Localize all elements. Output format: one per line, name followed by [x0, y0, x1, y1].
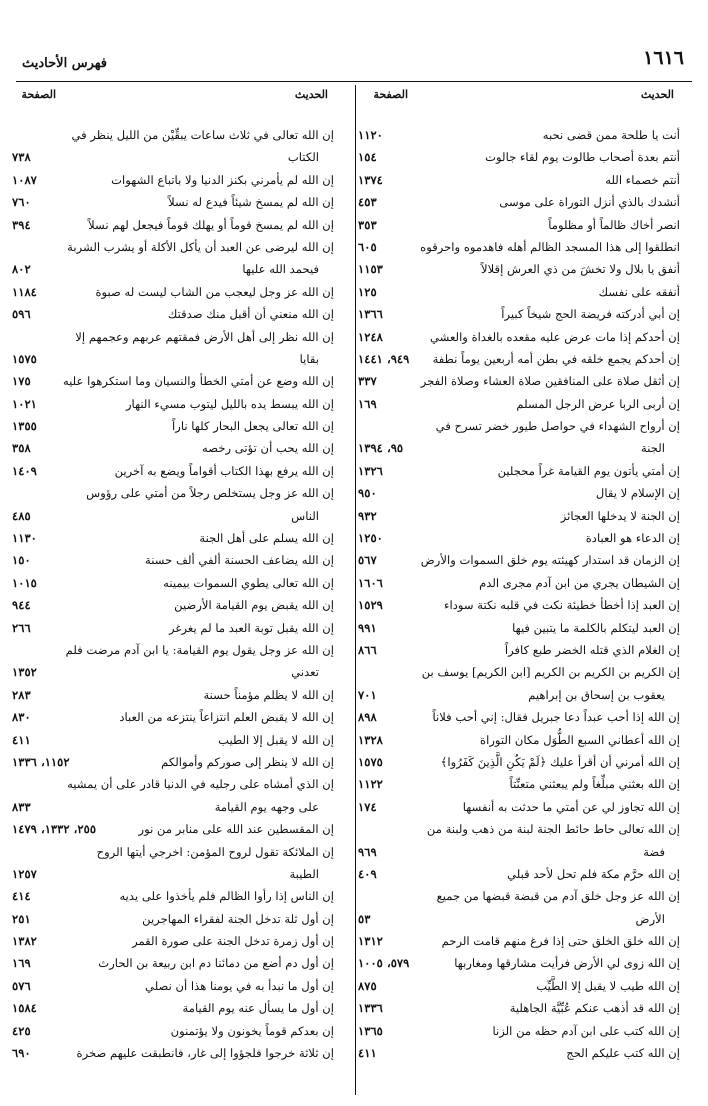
page-ref: ١٣٦٦ — [358, 307, 383, 322]
page-ref: ٨٦٦ — [358, 642, 377, 657]
page-ref: ١٣٢٨ — [358, 732, 383, 747]
page-ref: ٦٠٥ — [358, 239, 377, 254]
index-entry — [358, 1020, 680, 1042]
page-ref: ٢٦٦ — [12, 620, 31, 635]
hadith-text: إن الله يقبض يوم القيامة الأرضين — [174, 598, 334, 613]
hadith-text: إن الله يرفع بهذا الكتاب أقواماً ويضع به آخرين — [114, 463, 334, 478]
page-ref: ١١٥٣ — [358, 262, 383, 277]
hadith-text: بقايا — [299, 351, 319, 366]
page-ref: ١٣٦٥ — [358, 1023, 383, 1038]
hadith-text: أنتم بعدة أصحاب طالوت يوم لقاء جالوت — [485, 150, 680, 165]
hadith-text: أنتم خصماء الله — [605, 172, 680, 187]
hadith-text: إن الزمان قد استدار كهيئته يوم خلق السموات والأرض — [420, 553, 680, 568]
hadith-text: إن الغلام الذي قتله الخضر طبع كافراً — [504, 642, 680, 657]
page-ref: ١٢٤٨ — [358, 329, 383, 344]
page-ref: ١٥٧٥ — [12, 351, 37, 366]
index-entry — [358, 393, 680, 415]
page-ref: ١١٥٢، ١٣٣٦ — [12, 754, 70, 769]
page-ref: ١١٣٠ — [12, 531, 37, 546]
hadith-text: انطلقوا إلى هذا المسجد الظالم أهله فاهدموه واحرقوه — [420, 239, 680, 254]
index-entry — [12, 729, 334, 751]
hadith-text: انصر أخاك ظالماً أو مظلوماً — [548, 217, 680, 232]
index-entry — [358, 818, 680, 840]
index-entry — [12, 661, 334, 683]
index-entry — [358, 863, 680, 885]
index-entry — [12, 1042, 334, 1064]
right-col-hadith-heading: الحديث — [640, 88, 674, 101]
hadith-text: إن الله تعالى في ثلاث ساعات يبقِّيْن من الليل ينظر في — [71, 128, 334, 142]
hadith-text: إن الله تجاوز لي عن أمتي ما حدثت به أنفسها — [462, 799, 680, 814]
index-entry — [12, 997, 334, 1019]
page-ref: ٤٥٣ — [358, 195, 377, 210]
page-ref: ٤٢٥ — [12, 1023, 31, 1038]
hadith-text: أنت يا طلحة ممن قضى نحبه — [542, 128, 680, 142]
page-ref: ١٣٢٦ — [358, 463, 383, 478]
page-ref: ١٣٥٥ — [12, 419, 37, 434]
index-entry — [12, 549, 334, 571]
hadith-text: فضة — [643, 844, 665, 859]
index-entry — [358, 236, 680, 258]
hadith-text: إن الله يسلم على أهل الجنة — [199, 531, 334, 546]
page-ref: ١٠٨٧ — [12, 172, 37, 187]
hadith-text: إن الله كتب على ابن آدم حظه من الزنا — [492, 1023, 680, 1038]
page-ref: ١٥٧٥ — [358, 754, 383, 769]
index-entry — [12, 751, 334, 773]
hadith-text: إن الله لم يأمرني بكنز الدنيا ولا باتباع الشهوات — [111, 172, 334, 187]
hadith-text: الأرض — [635, 911, 665, 926]
hadith-text: إن أحدكم إذا مات عرض عليه مقعده بالغداة والعشي — [429, 329, 680, 344]
page-ref: ٥٣ — [358, 911, 371, 926]
index-entry — [12, 572, 334, 594]
index-entry — [358, 258, 680, 280]
index-entry — [12, 124, 334, 146]
page-ref: ١٥٨٤ — [12, 1001, 37, 1016]
hadith-text: إن بعدكم قوماً يخونون ولا يؤتمنون — [170, 1023, 334, 1038]
page-ref: ٩٣٢ — [358, 508, 377, 523]
hadith-text: إن الله منعني أن أقبل منك صدقتك — [167, 307, 334, 322]
left-col-page-heading: الصفحة — [21, 88, 56, 101]
index-entry — [358, 549, 680, 571]
page-ref: ١١٨٤ — [12, 284, 37, 299]
page-ref: ١١٢٠ — [358, 128, 383, 142]
page-number: ١٦١٦ — [643, 47, 684, 69]
page-ref: ١٠١٥ — [12, 575, 37, 590]
page-ref: ٥٦٧ — [358, 553, 377, 568]
index-entry — [12, 930, 334, 952]
hadith-text: إن العبد إذا أخطأ خطيئة نكت في قلبه نكتة سوداء — [444, 598, 680, 613]
hadith-text: أنفقه على نفسك — [598, 284, 680, 299]
hadith-text: إن أحدكم يجمع خلقه في بطن أمه أربعين يوماً نطفة — [432, 351, 680, 366]
index-entry — [358, 572, 680, 594]
index-entry — [358, 303, 680, 325]
page-ref: ٤٠٩ — [358, 866, 377, 881]
page-ref: ٨٧٥ — [358, 978, 377, 993]
index-entry — [358, 326, 680, 348]
hadith-text: إن الله نظر إلى أهل الأرض فمقتهم عربهم وعجمهم إلا — [75, 329, 334, 344]
hadith-text: إن الناس إذا رأوا الظالم فلم يأخذوا على يديه — [119, 889, 334, 904]
index-entry — [358, 169, 680, 191]
index-entry — [12, 594, 334, 616]
hadith-text: إن الله كتب عليكم الحج — [566, 1046, 680, 1061]
hadith-text: الكتاب — [287, 150, 319, 165]
page-ref: ٤١١ — [12, 732, 31, 747]
index-entry — [358, 1042, 680, 1064]
page-ref: ١٦٠٦ — [358, 575, 383, 590]
index-entry — [358, 214, 680, 236]
hadith-text: إن أول زمرة تدخل الجنة على صورة القمر — [132, 934, 334, 949]
page-ref: ٤٨٥ — [12, 508, 31, 523]
left-column — [12, 124, 334, 1064]
page-ref: ٣٩٤ — [12, 217, 31, 232]
hadith-text: إن أول ثلة تدخل الجنة لفقراء المهاجرين — [142, 911, 334, 926]
hadith-text: إن الله أعطاني السبع الطُّوَل مكان التوراة — [480, 732, 680, 747]
index-entry — [12, 773, 334, 795]
index-entry — [358, 729, 680, 751]
page-ref: ٥٩٦ — [12, 307, 31, 322]
page-ref: ١٧٥ — [12, 374, 31, 389]
hadith-text: على وجهه يوم القيامة — [214, 799, 319, 814]
hadith-text: إن الله لا يقبض العلم انتزاعاً ينتزعه من العباد — [119, 710, 334, 725]
page-ref: ١٢٥٧ — [12, 866, 37, 881]
hadith-text: إن الله خلق الخلق حتى إذا فرغ منهم قامت الرحم — [441, 934, 680, 949]
index-entry — [12, 885, 334, 907]
hadith-text: إن الله طيب لا يقبل إلا الطَّيِّب — [536, 978, 680, 993]
index-entry — [358, 348, 680, 370]
page-ref: ٥٧٩، ١٠٠٥ — [358, 956, 410, 971]
index-entry — [12, 908, 334, 930]
index-entry — [12, 191, 334, 213]
index-entry — [358, 930, 680, 952]
left-col-hadith-heading: الحديث — [294, 88, 328, 101]
index-entry — [358, 437, 680, 459]
hadith-text: إن الله يحب أن تؤتى رخصه — [202, 441, 334, 456]
index-entry — [12, 437, 334, 459]
index-entry — [12, 527, 334, 549]
running-title: فهرس الأحاديث — [22, 56, 107, 71]
index-entry — [12, 303, 334, 325]
index-entry — [358, 281, 680, 303]
hadith-text: إن الشيطان يجري من ابن آدم مجرى الدم — [479, 575, 680, 590]
index-entry — [358, 617, 680, 639]
hadith-text: إن الله وضع عن أمتي الخطأ والنسيان وما استكرهوا عليه — [62, 374, 334, 389]
page-ref: ١٣٨٢ — [12, 934, 37, 949]
index-entry — [358, 661, 680, 683]
index-entry — [358, 885, 680, 907]
index-entry — [12, 460, 334, 482]
hadith-text: إن الله عز وجل ليعجب من الشاب ليست له صبوة — [95, 284, 334, 299]
page-ref: ٤١٤ — [12, 889, 31, 904]
index-entry — [358, 751, 680, 773]
hadith-text: إن الذي أمشاه على رجليه في الدنيا قادر على أن يمشيه — [67, 777, 334, 792]
hadith-text: إن الله عز وجل يقول يوم القيامة: يا ابن آدم مرضت فلم — [65, 642, 334, 657]
index-entry — [358, 594, 680, 616]
index-entry — [12, 415, 334, 437]
hadith-text: إن الله يضاعف الحسنة ألفي ألف حسنة — [145, 553, 334, 568]
index-entry — [12, 796, 334, 818]
page-ref: ٧٠١ — [358, 687, 377, 702]
index-entry — [358, 191, 680, 213]
hadith-text: إن الله عز وجل خلق آدم من قبضة قبضها من جميع — [436, 889, 680, 904]
index-entry — [12, 258, 334, 280]
page-ref: ١٣١٢ — [358, 934, 383, 949]
index-entry — [12, 639, 334, 661]
hadith-text: إن الله حرَّم مكة فلم تحل لأحد قبلي — [507, 866, 680, 881]
index-entry — [12, 326, 334, 348]
index-entry — [12, 214, 334, 236]
index-entry — [358, 908, 680, 930]
hadith-text: إن الجنة لا يدخلها العجائز — [560, 508, 680, 523]
hadith-text: أنفق يا بلال ولا تخشَ من ذي العرش إقلالاً — [481, 262, 680, 277]
hadith-text: إن الدعاء هو العبادة — [585, 531, 680, 546]
hadith-text: إن الله أمرني أن أقرأ عليك ﴿لَمْ يَكُنِ الَّذِينَ كَفَرُوا﴾ — [440, 754, 680, 769]
page-ref: ٩٤٩، ١٤٤١ — [358, 351, 410, 366]
hadith-text: إن العبد ليتكلم بالكلمة ما يتبين فيها — [512, 620, 680, 635]
header-rule — [16, 81, 692, 82]
index-entry — [12, 706, 334, 728]
hadith-text: إن الكريم بن الكريم بن الكريم [ابن الكريم] يوسف بن — [421, 665, 680, 680]
hadith-text: إن أربى الربا عرض الرجل المسلم — [516, 396, 680, 411]
index-entry — [358, 773, 680, 795]
hadith-text: إن الله لم يمسخ شيئاً فيدع له نسلاً — [168, 195, 334, 210]
hadith-text: إن الله عز وجل يستخلص رجلاً من أمتي على رؤوس — [86, 486, 334, 501]
page-ref: ٨٠٢ — [12, 262, 31, 277]
column-divider — [355, 85, 356, 1095]
page-ref: ٩٥، ١٣٩٤ — [358, 441, 404, 456]
page-ref: ١٥٠ — [12, 553, 31, 568]
hadith-text: إن أثقل صلاة على المنافقين صلاة العشاء وصلاة الفجر — [420, 374, 680, 389]
page-ref: ١٢٥٠ — [358, 531, 383, 546]
hadith-text: إن أرواح الشهداء في حواصل طيور خضر تسرح في — [435, 419, 680, 434]
page-ref: ١٢٥ — [358, 284, 377, 299]
page-ref: ٢٨٣ — [12, 687, 31, 702]
hadith-text: إن الله بعثني مبلِّغاً ولم يبعثني متعنِّتاً — [509, 777, 680, 792]
hadith-text: تعدني — [291, 665, 319, 680]
hadith-text: إن الله إذا أحب عبداً دعا جبريل فقال: إني أحب فلاناً — [432, 710, 680, 725]
hadith-text: إن الملائكة تقول لروح المؤمن: اخرجي أيتها الروح — [96, 844, 334, 859]
index-entry — [12, 169, 334, 191]
page-ref: ١٧٤ — [358, 799, 377, 814]
page-ref: ٨٣٠ — [12, 710, 31, 725]
page-ref: ٤١١ — [358, 1046, 377, 1061]
index-entry — [12, 482, 334, 504]
page-ref: ٣٥٨ — [12, 441, 31, 456]
index-entry — [12, 863, 334, 885]
index-entry — [358, 370, 680, 392]
index-entry — [12, 818, 334, 840]
hadith-text: إن الله لا يظلم مؤمناً حسنة — [203, 687, 334, 702]
page-ref: ٨٩٨ — [358, 710, 377, 725]
page-ref: ٨٣٣ — [12, 799, 31, 814]
index-entry — [358, 796, 680, 818]
page-ref: ٣٥٣ — [358, 217, 377, 232]
hadith-text: الناس — [291, 508, 319, 523]
hadith-text: إن الله لم يمسخ قوماً أو يهلك قوماً فيجعل لهم نسلاً — [88, 217, 334, 232]
page-ref: ١٥٤ — [358, 150, 377, 165]
index-entry — [12, 684, 334, 706]
index-entry — [358, 460, 680, 482]
page-ref: ١٤٠٩ — [12, 463, 37, 478]
hadith-text: إن أول ما يسأل عنه يوم القيامة — [182, 1001, 334, 1016]
page-ref: ١٥٢٩ — [358, 598, 383, 613]
index-entry — [358, 124, 680, 146]
index-entry — [12, 146, 334, 168]
hadith-text: إن أبي أدركته فريضة الحج شيخاً كبيراً — [501, 307, 680, 322]
index-entry — [358, 639, 680, 661]
hadith-text: أنشدك بالذي أنزل التوراة على موسى — [499, 195, 680, 210]
index-entry — [12, 505, 334, 527]
page-ref: ١٣٥٢ — [12, 665, 37, 680]
hadith-text: إن الله ليرضى عن العبد أن يأكل الأكلة أو يشرب الشربة — [67, 239, 334, 254]
page-ref: ٦٩٠ — [12, 1046, 31, 1061]
page-ref: ٧٣٨ — [12, 150, 31, 165]
index-entry — [12, 1020, 334, 1042]
index-entry — [12, 348, 334, 370]
index-entry — [12, 393, 334, 415]
page-ref: ٢٥٥، ١٣٣٢، ١٤٧٩ — [12, 822, 97, 837]
index-entry — [12, 370, 334, 392]
index-entry — [358, 146, 680, 168]
hadith-text: يعقوب بن إسحاق بن إبراهيم — [528, 687, 665, 702]
page-ref: ٩٦٩ — [358, 844, 377, 859]
index-entry — [358, 482, 680, 504]
index-entry — [12, 841, 334, 863]
right-col-page-heading: الصفحة — [373, 88, 408, 101]
page-ref: ١٦٩ — [12, 956, 31, 971]
hadith-text: إن الله لا يقبل إلا الطيب — [218, 732, 334, 747]
hadith-text: إن أول ما نبدأ به في يومنا هذا أن نصلي — [145, 978, 334, 993]
index-entry — [358, 505, 680, 527]
page-ref: ٩٥٠ — [358, 486, 377, 501]
index-entry — [358, 706, 680, 728]
index-entry — [12, 952, 334, 974]
hadith-text: إن الله يبسط يده بالليل ليتوب مسيء النهار — [125, 396, 334, 411]
hadith-text: إن ثلاثة خرجوا فلجؤوا إلى غار، فانطبقت عليهم صخرة — [76, 1046, 334, 1061]
page-ref: ١٣٣٦ — [358, 1001, 383, 1016]
page-ref: ١٠٢١ — [12, 396, 37, 411]
page-ref: ٩٤٤ — [12, 598, 31, 613]
hadith-text: إن أمتي يأتون يوم القيامة غراً محجلين — [497, 463, 680, 478]
hadith-text: إن الله قد أذهب عنكم عُبِّيَّة الجاهلية — [509, 1001, 680, 1016]
index-entry — [12, 975, 334, 997]
hadith-text: إن الله يقبل توبة العبد ما لم يغرغر — [169, 620, 334, 635]
index-entry — [12, 236, 334, 258]
page-ref: ١٦٩ — [358, 396, 377, 411]
page-ref: ٧٦٠ — [12, 195, 31, 210]
index-entry — [12, 617, 334, 639]
index-entry — [12, 281, 334, 303]
page-ref: ٢٥١ — [12, 911, 31, 926]
index-entry — [358, 997, 680, 1019]
hadith-text: إن الله زوى لي الأرض فرأيت مشارقها ومغاربها — [454, 956, 680, 971]
hadith-text: إن أول دم أضع من دمائنا دم ابن ربيعة بن الحارث — [98, 956, 334, 971]
hadith-text: إن الله تعالى حاط حائط الجنة لبنة من ذهب ولبنة من — [426, 822, 680, 837]
index-entry — [358, 975, 680, 997]
page-ref: ٥٧٦ — [12, 978, 31, 993]
hadith-text: إن الله لا ينظر إلى صوركم وأموالكم — [161, 754, 334, 769]
index-entry — [358, 415, 680, 437]
hadith-text: إن الله تعالى يطوي السموات بيمينه — [163, 575, 334, 590]
page-ref: ١٣٧٤ — [358, 172, 383, 187]
hadith-text: إن المقسطين عند الله على منابر من نور — [138, 822, 334, 837]
hadith-text: فيحمد الله عليها — [242, 262, 319, 277]
index-entry — [358, 952, 680, 974]
page-ref: ٣٣٧ — [358, 374, 377, 389]
hadith-text: الطيبة — [289, 866, 319, 881]
index-entry — [358, 684, 680, 706]
index-entry — [358, 527, 680, 549]
index-entry — [358, 841, 680, 863]
hadith-text: إن الإسلام لا يقال — [595, 486, 680, 501]
page-ref: ٩٩١ — [358, 620, 377, 635]
page-ref: ١١٢٢ — [358, 777, 383, 792]
hadith-text: إن الله تعالى يجعل البحار كلها ناراً — [172, 419, 334, 434]
right-column — [358, 124, 680, 1064]
hadith-text: الجنة — [641, 441, 665, 456]
